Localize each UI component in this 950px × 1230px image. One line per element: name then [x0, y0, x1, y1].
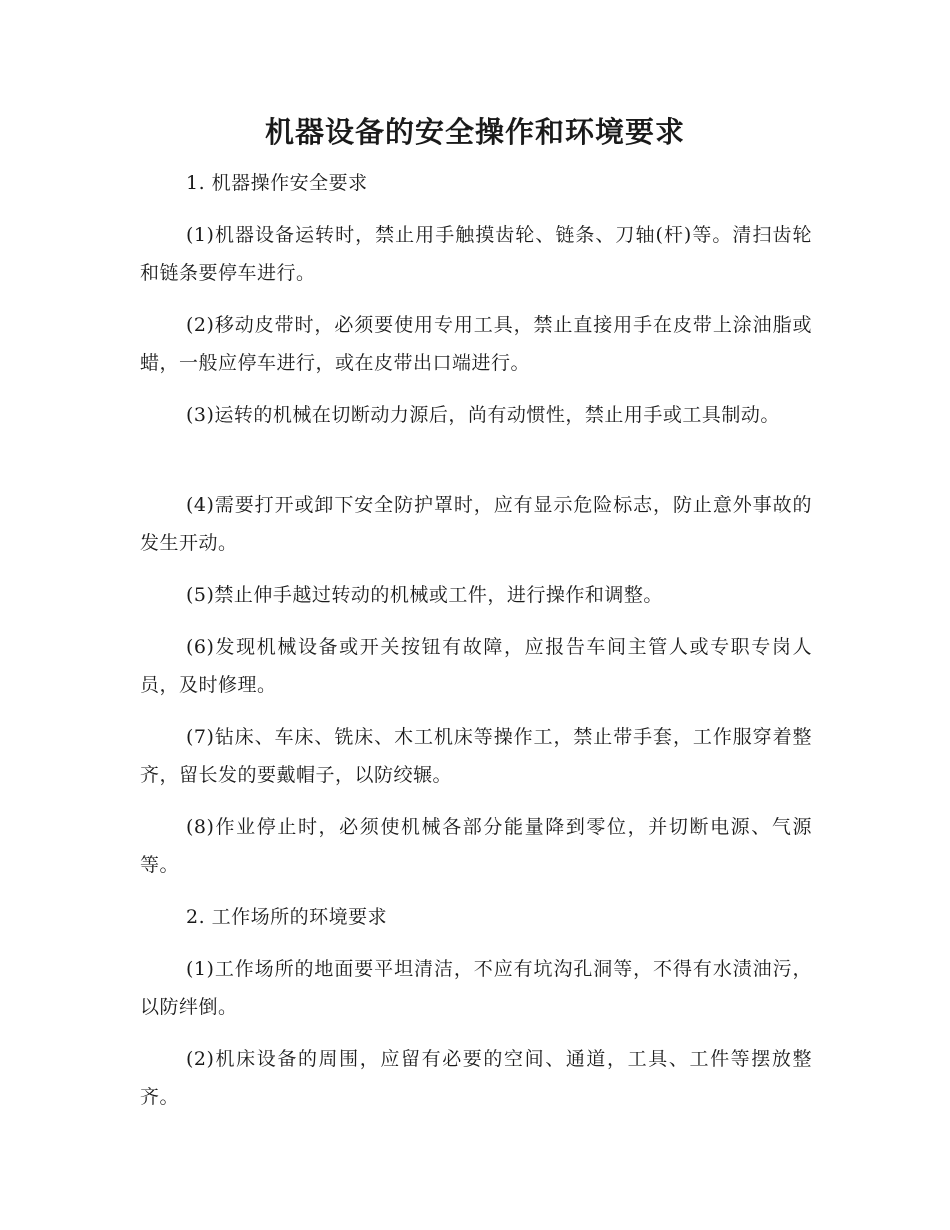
paragraph-item-4: (4)需要打开或卸下安全防护罩时，应有显示危险标志，防止意外事故的发生开动。: [140, 494, 812, 554]
section-heading-work-environment: 2. 工作场所的环境要求: [186, 906, 388, 928]
paragraph-item-2: (2)移动皮带时，必须要使用专用工具，禁止直接用手在皮带上涂油脂或蜡，一般应停车进行，或在皮带出口端进行。: [140, 314, 812, 374]
paragraph-item-6: (6)发现机械设备或开关按钮有故障，应报告车间主管人或专职专岗人员，及时修理。: [140, 636, 812, 696]
paragraph-item-1: (1)机器设备运转时，禁止用手触摸齿轮、链条、刀轴(杆)等。清扫齿轮和链条要停车进行。: [140, 224, 812, 284]
paragraph-item-5: (5)禁止伸手越过转动的机械或工件，进行操作和调整。: [186, 584, 663, 606]
document-title: 机器设备的安全操作和环境要求: [264, 115, 685, 149]
paragraph-env-item-2: (2)机床设备的周围，应留有必要的空间、通道，工具、工件等摆放整齐。: [140, 1048, 812, 1108]
paragraph-env-item-1: (1)工作场所的地面要平坦清洁，不应有坑沟孔洞等，不得有水渍油污，以防绊倒。: [140, 958, 812, 1018]
paragraph-item-8: (8)作业停止时，必须使机械各部分能量降到零位，并切断电源、气源等。: [140, 816, 812, 876]
paragraph-item-3: (3)运转的机械在切断动力源后，尚有动惯性，禁止用手或工具制动。: [186, 404, 780, 426]
paragraph-item-7: (7)钻床、车床、铣床、木工机床等操作工，禁止带手套，工作服穿着整齐，留长发的要戴帽子，以防绞辗。: [140, 726, 812, 786]
section-heading-machine-safety: 1. 机器操作安全要求: [186, 172, 368, 194]
